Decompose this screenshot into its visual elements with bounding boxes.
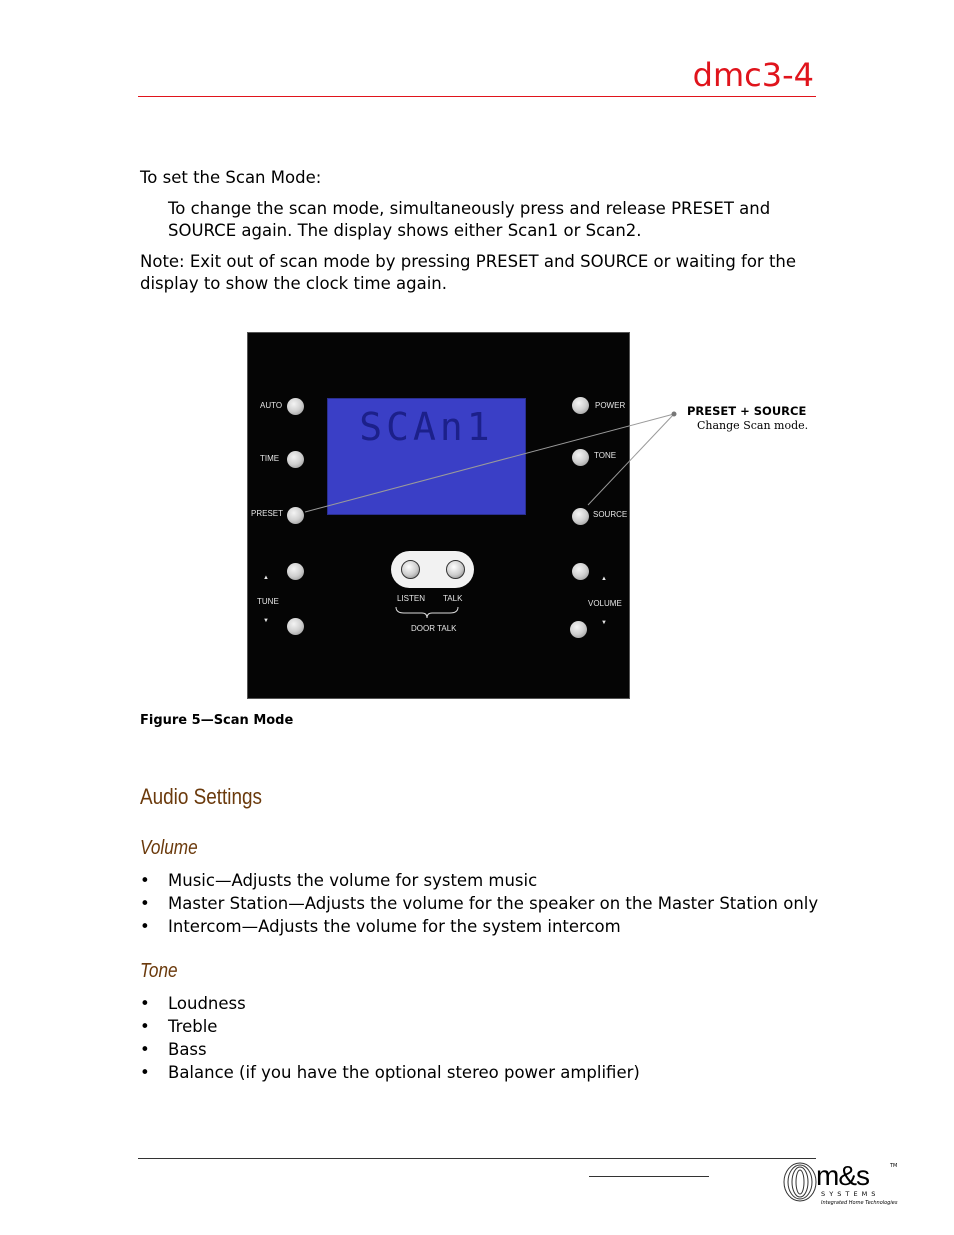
list-item: • Loudness bbox=[140, 992, 640, 1015]
list-item: • Treble bbox=[140, 1015, 640, 1038]
company-logo bbox=[778, 1160, 900, 1210]
tune-down-arrow-icon: ▼ bbox=[263, 618, 269, 624]
scan-mode-heading: To set the Scan Mode: bbox=[140, 168, 322, 187]
footer-rule bbox=[138, 1158, 816, 1159]
figure-caption: Figure 5—Scan Mode bbox=[140, 713, 294, 728]
logo-tagline: Integrated Home Technologies bbox=[821, 1200, 898, 1206]
power-label: POWER bbox=[595, 401, 626, 410]
volume-up-arrow-icon: ▲ bbox=[601, 576, 607, 582]
tone-label: TONE bbox=[594, 451, 617, 460]
list-item: • Bass bbox=[140, 1038, 640, 1061]
talk-label: TALK bbox=[443, 594, 463, 603]
audio-settings-heading: Audio Settings bbox=[140, 784, 263, 809]
callout-title: PRESET + SOURCE bbox=[687, 404, 807, 418]
auto-label: AUTO bbox=[260, 401, 283, 410]
scan-mode-instruction: To change the scan mode, simultaneously press and release PRESET and SOURCE again. The display shows either Scan1 or Scan2. bbox=[168, 199, 771, 240]
volume-heading: Volume bbox=[140, 837, 198, 859]
tune-label: TUNE bbox=[257, 597, 279, 606]
lcd-display-text: SCAn1 bbox=[359, 405, 494, 449]
door-talk-label: DOOR TALK bbox=[411, 624, 457, 633]
volume-list bbox=[140, 869, 818, 938]
list-item: • Intercom—Adjusts the volume for the system intercom bbox=[140, 915, 818, 938]
logo-text: m&s bbox=[816, 1160, 869, 1191]
list-item: • Balance (if you have the optional stereo power amplifier) bbox=[140, 1061, 640, 1084]
listen-label: LISTEN bbox=[397, 594, 426, 603]
footer-short-rule bbox=[589, 1176, 709, 1177]
logo-trademark: TM bbox=[890, 1163, 898, 1169]
volume-label: VOLUME bbox=[588, 599, 622, 608]
tone-heading: Tone bbox=[140, 960, 178, 982]
logo-systems-text: S Y S T E M S bbox=[821, 1190, 877, 1198]
source-label: SOURCE bbox=[593, 510, 628, 519]
logo-waves-icon bbox=[778, 1162, 818, 1202]
volume-down-arrow-icon: ▼ bbox=[601, 620, 607, 626]
tune-up-arrow-icon: ▲ bbox=[263, 575, 269, 581]
callout-text: Change Scan mode. bbox=[697, 419, 809, 432]
document-title: dmc3-4 bbox=[692, 56, 814, 94]
time-label: TIME bbox=[260, 454, 280, 463]
list-item: • Master Station—Adjusts the volume for the speaker on the Master Station only bbox=[140, 892, 818, 915]
tone-list bbox=[140, 992, 640, 1084]
scan-mode-note: Note: Exit out of scan mode by pressing PRESET and SOURCE or waiting for the display to show the clock time again. bbox=[140, 252, 797, 293]
list-item: • Music—Adjusts the volume for system music bbox=[140, 869, 818, 892]
preset-label: PRESET bbox=[251, 509, 284, 518]
